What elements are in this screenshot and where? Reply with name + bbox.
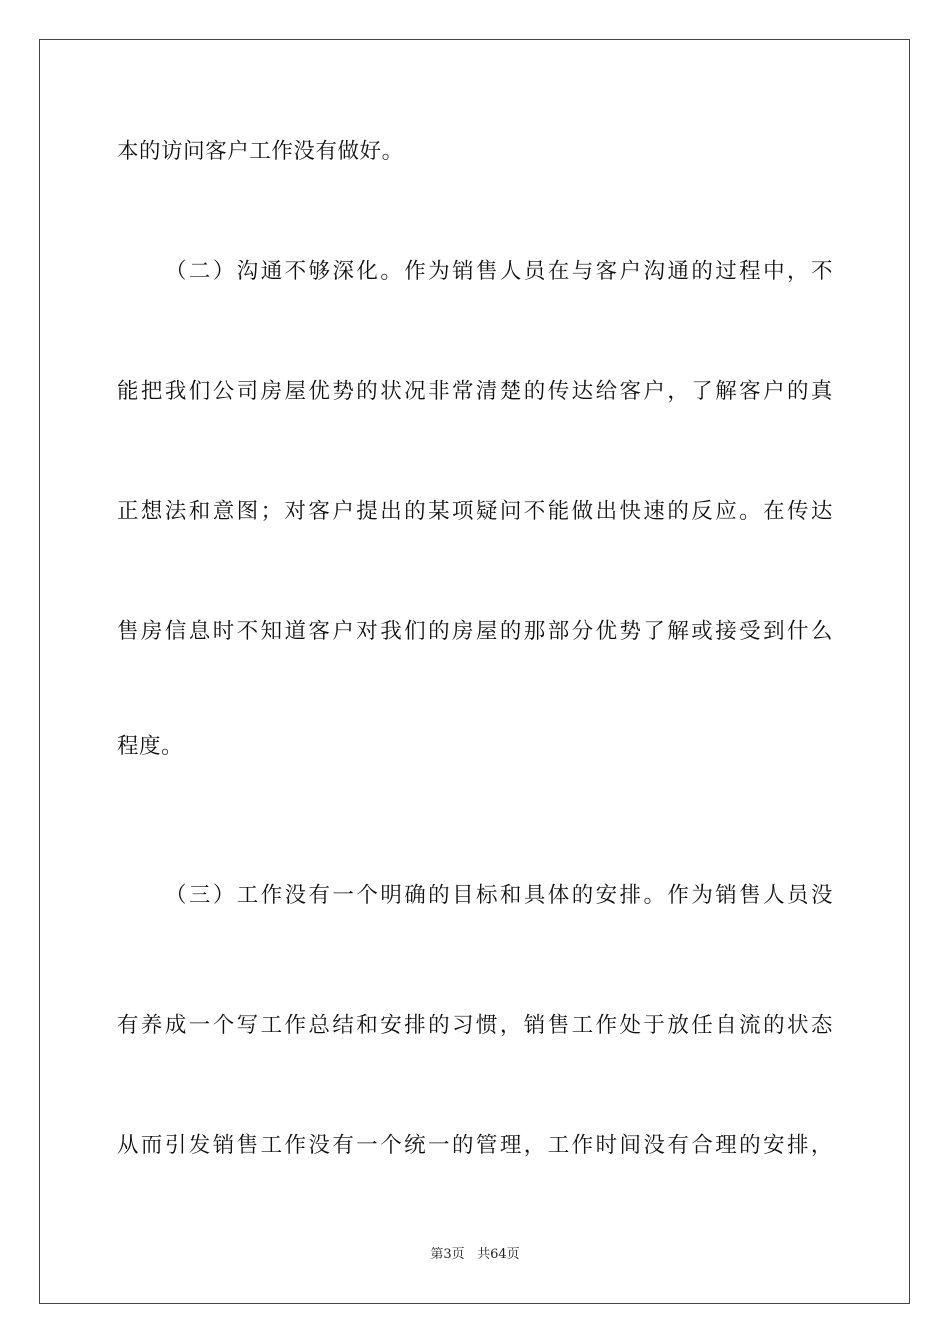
- body-text-line: 程度。: [117, 734, 184, 759]
- paragraph-heading-line: （三）工作没有一个明确的目标和具体的安排。作为销售人员没: [165, 883, 833, 908]
- page-number: 第3页: [430, 1247, 465, 1262]
- body-text-line: 正想法和意图；对客户提出的某项疑问不能做出快速的反应。在传达: [117, 499, 833, 524]
- body-text-line: 售房信息时不知道客户对我们的房屋的那部分优势了解或接受到什么: [117, 619, 833, 644]
- body-text-line: 本的访问客户工作没有做好。: [117, 139, 404, 164]
- body-text-line: 从而引发销售工作没有一个统一的管理，工作时间没有合理的安排，: [117, 1133, 833, 1158]
- page-border: [39, 39, 910, 1304]
- paragraph-heading-line: （二）沟通不够深化。作为销售人员在与客户沟通的过程中，不: [165, 259, 833, 284]
- page-footer: [0, 1246, 950, 1264]
- page-total: 共64页: [477, 1247, 520, 1262]
- body-text-line: 有养成一个写工作总结和安排的习惯，销售工作处于放任自流的状态: [117, 1013, 833, 1038]
- body-text-line: 能把我们公司房屋优势的状况非常清楚的传达给客户，了解客户的真: [117, 379, 833, 404]
